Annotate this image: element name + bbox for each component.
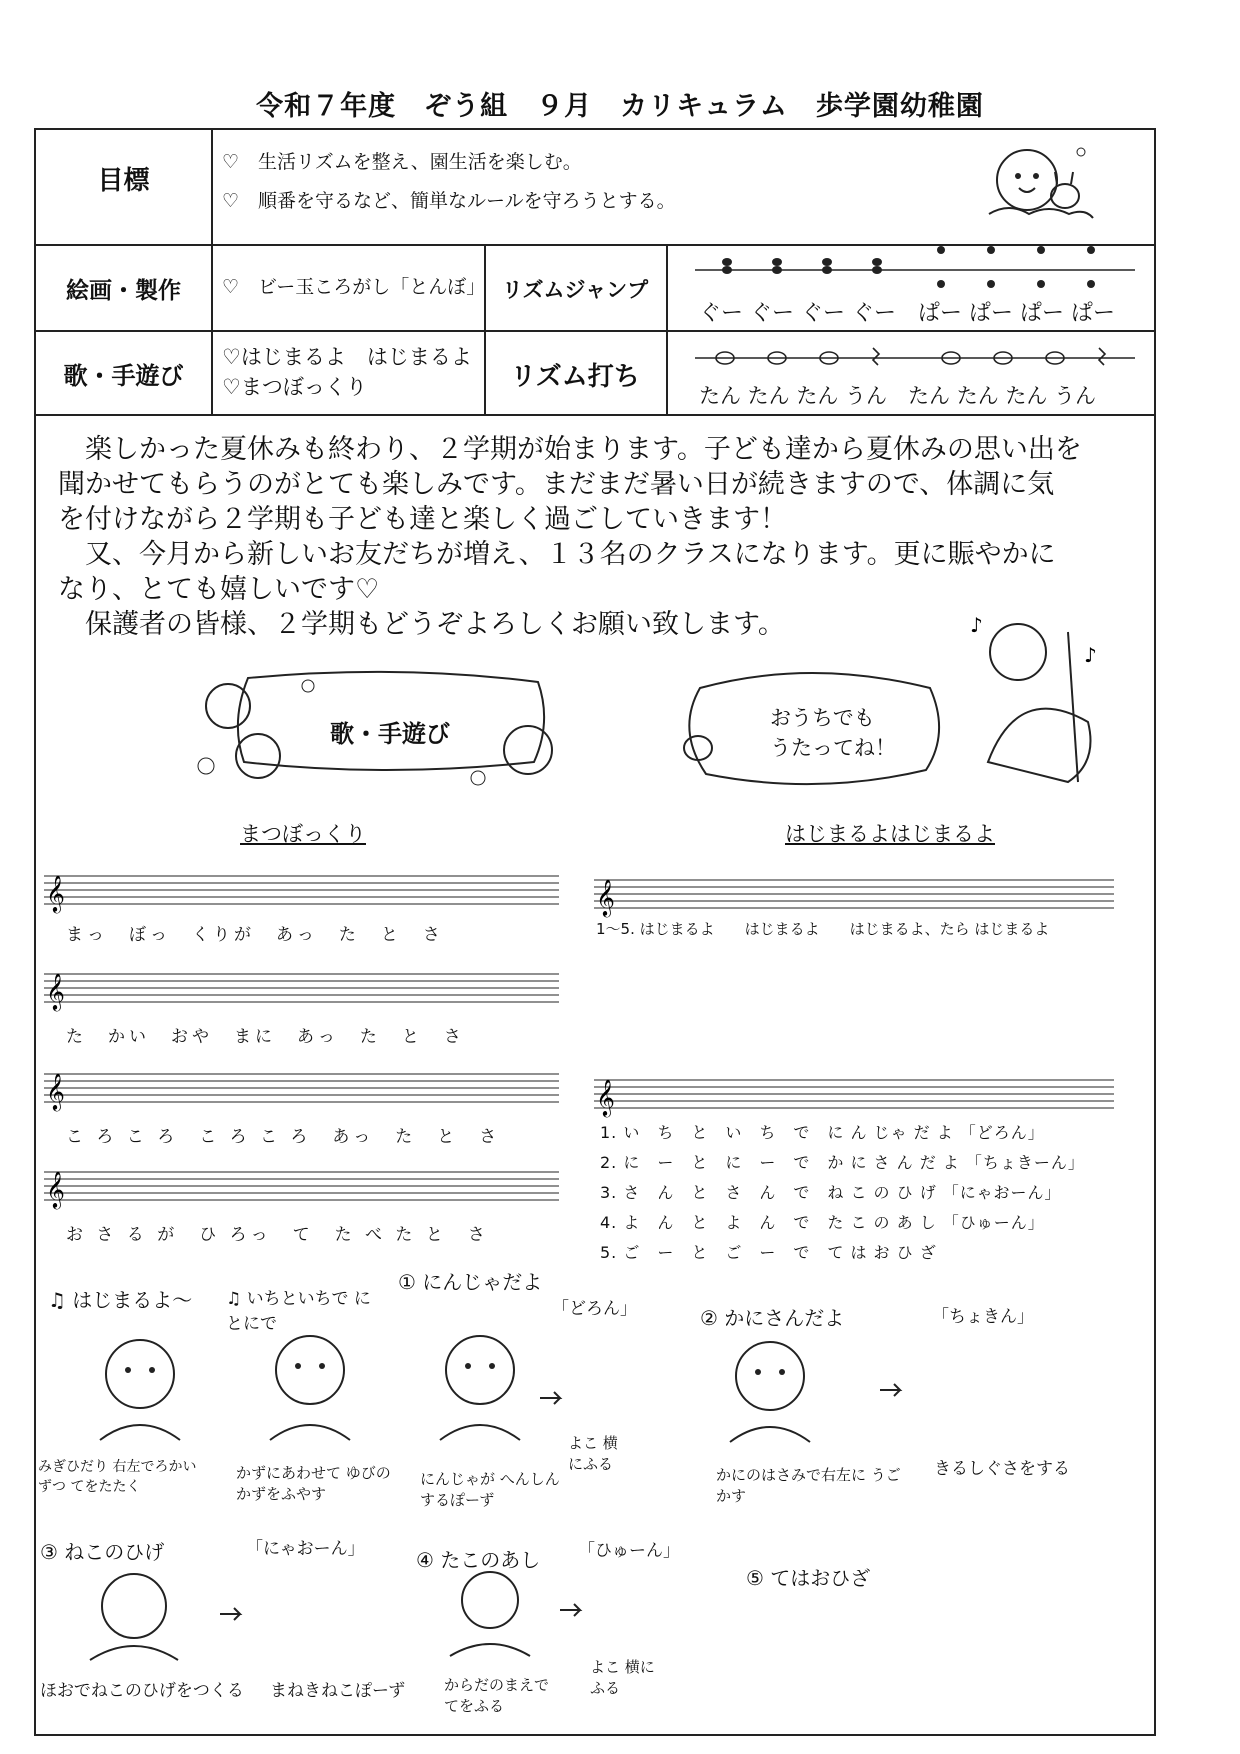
note-fingers: かずにあわせて ゆびのかずをふやす bbox=[236, 1464, 391, 1503]
action-crab: ② かにさんだよ bbox=[700, 1306, 845, 1330]
song1-staff-2 bbox=[44, 970, 559, 1010]
song2-verse-2: 2. に ー と に ー で か に さ ん だ よ 「ちょきーん」 bbox=[600, 1153, 1085, 1172]
action-count: ♫ いちといちで にとにで bbox=[226, 1289, 371, 1334]
song1-staff-4 bbox=[44, 1168, 559, 1208]
svg-text:𝄞: 𝄞 bbox=[596, 878, 615, 916]
song2-staff-1 bbox=[594, 876, 1114, 916]
song1-lyric-1: まっ ぼっ くりが あっ た と さ bbox=[66, 925, 444, 945]
song1-title: まつぼっくり bbox=[240, 822, 366, 846]
song2-lyric-top: 1～5. はじまるよ はじまるよ はじまるよ、たら はじまるよ bbox=[596, 920, 1050, 938]
note-ninja-wave: よこ 横にふる bbox=[568, 1434, 618, 1473]
cello-child-illustration bbox=[958, 612, 1108, 792]
banner-title: 歌・手遊び bbox=[330, 720, 450, 748]
svg-text:𝄞: 𝄞 bbox=[46, 1170, 65, 1208]
svg-text:𝄞: 𝄞 bbox=[596, 1078, 615, 1116]
rhythm-clap-notation bbox=[695, 346, 1135, 370]
svg-text:♪: ♪ bbox=[1084, 643, 1097, 667]
message-line: なり、とても嬉しいです♡ bbox=[58, 574, 380, 605]
song-line-2: ♡まつぼっくり bbox=[222, 375, 367, 399]
child-figures-row2 bbox=[70, 1570, 590, 1660]
action-crab-sound: 「ちょきん」 bbox=[932, 1307, 1034, 1327]
song1-lyric-2: た かい おや まに あっ た と さ bbox=[66, 1027, 465, 1047]
art-value: ♡ ビー玉ころがし「とんぼ」 bbox=[222, 276, 486, 298]
song2-verse-1: 1. い ち と い ち で に ん じゃ だ よ 「どろん」 bbox=[600, 1123, 1045, 1142]
message-line: 保護者の皆様、２学期もどうぞよろしくお願い致します。 bbox=[58, 609, 785, 640]
child-figures-row1 bbox=[70, 1330, 1030, 1450]
moon-illustration bbox=[985, 140, 1095, 230]
song1-staff-1 bbox=[44, 872, 559, 912]
note-ninja: にんじゃが へんしんするぽーず bbox=[420, 1470, 560, 1509]
song-line-1: ♡はじまるよ はじまるよ bbox=[222, 345, 472, 369]
song2-verse-4: 4. よ ん と よ ん で た こ の あ し 「ひゅーん」 bbox=[600, 1213, 1045, 1232]
song2-verse-3: 3. さ ん と さ ん で ね こ の ひ げ 「にゃおーん」 bbox=[600, 1183, 1062, 1202]
note-crab: かにのはさみで右左に うごかす bbox=[716, 1466, 901, 1505]
song2-verse-5: 5. ご ー と ご ー で て は お ひ ざ bbox=[600, 1243, 937, 1262]
note-cat-pose: まねきねこぽーず bbox=[270, 1681, 406, 1701]
bubble-line-1: おうちでも bbox=[770, 706, 875, 730]
action-octopus: ④ たこのあし bbox=[416, 1548, 541, 1572]
rhythm-clap-label: リズム打ち bbox=[510, 362, 640, 392]
action-cat: ③ ねこのひげ bbox=[40, 1540, 165, 1564]
page-title: 令和７年度 ぞう組 ９月 カリキュラム 歩学園幼稚園 bbox=[256, 91, 984, 122]
note-cat: ほおでねこのひげをつくる bbox=[40, 1681, 244, 1701]
svg-text:𝄞: 𝄞 bbox=[46, 1072, 65, 1110]
bubble-line-2: うたってね！ bbox=[770, 736, 896, 760]
note-octopus-wave: よこ 横にふる bbox=[590, 1658, 655, 1697]
message-line: 又、今月から新しいお友だちが増え、１３名のクラスになります。更に賑やかに bbox=[58, 539, 1056, 570]
message-line: 楽しかった夏休みも終わり、２学期が始まります。子ども達から夏休みの思い出を bbox=[58, 434, 1082, 465]
rhythm-clap-text: たん たん たん うん たん たん たん うん bbox=[699, 384, 1097, 408]
message-line: 聞かせてもらうのがとても楽しみです。まだまだ暑い日が続きますので、体調に気 bbox=[58, 469, 1055, 500]
goal-line-1: ♡ 生活リズムを整え、園生活を楽しむ。 bbox=[222, 151, 582, 173]
action-lap: ⑤ てはおひざ bbox=[746, 1566, 871, 1590]
rhythm-jump-notation bbox=[695, 248, 1135, 288]
note-octopus: からだのまえで てをふる bbox=[444, 1676, 550, 1715]
message-body bbox=[58, 432, 1138, 642]
song-label: 歌・手遊び bbox=[63, 362, 184, 390]
song1-lyric-4: お さ る が ひ ろっ て た べ た と さ bbox=[66, 1225, 489, 1245]
note-clap: みぎひだり 右左でろかいずつ てをたたく bbox=[38, 1459, 197, 1495]
action-ninja-sound: 「どろん」 bbox=[552, 1299, 637, 1319]
goal-label: 目標 bbox=[97, 166, 150, 196]
note-crab-cut: きるしぐさをする bbox=[934, 1459, 1070, 1479]
rhythm-jump-text: ぐー ぐー ぐー ぐー ぱー ぱー ぱー ぱー bbox=[699, 301, 1115, 326]
action-start: ♫ はじまるよ～ bbox=[48, 1288, 193, 1312]
goal-line-2: ♡ 順番を守るなど、簡単なルールを守ろうとする。 bbox=[222, 190, 676, 212]
action-ninja: ① にんじゃだよ bbox=[398, 1270, 543, 1294]
svg-text:𝄞: 𝄞 bbox=[46, 972, 65, 1010]
message-line: を付けながら２学期も子ども達と楽しく過ごしていきます！ bbox=[58, 504, 787, 535]
action-octopus-sound: 「ひゅーん」 bbox=[578, 1541, 680, 1561]
action-cat-sound: 「にゃおーん」 bbox=[246, 1539, 365, 1559]
song2-title: はじまるよはじまるよ bbox=[785, 822, 995, 846]
song1-staff-3 bbox=[44, 1070, 559, 1110]
art-label: 絵画・製作 bbox=[66, 278, 181, 304]
song2-staff-2 bbox=[594, 1076, 1114, 1116]
song1-lyric-3: こ ろ こ ろ こ ろ こ ろ あっ た と さ bbox=[66, 1127, 501, 1147]
svg-text:♪: ♪ bbox=[970, 613, 983, 637]
svg-text:𝄞: 𝄞 bbox=[46, 874, 65, 912]
rhythm-jump-label: リズムジャンプ bbox=[501, 278, 649, 302]
